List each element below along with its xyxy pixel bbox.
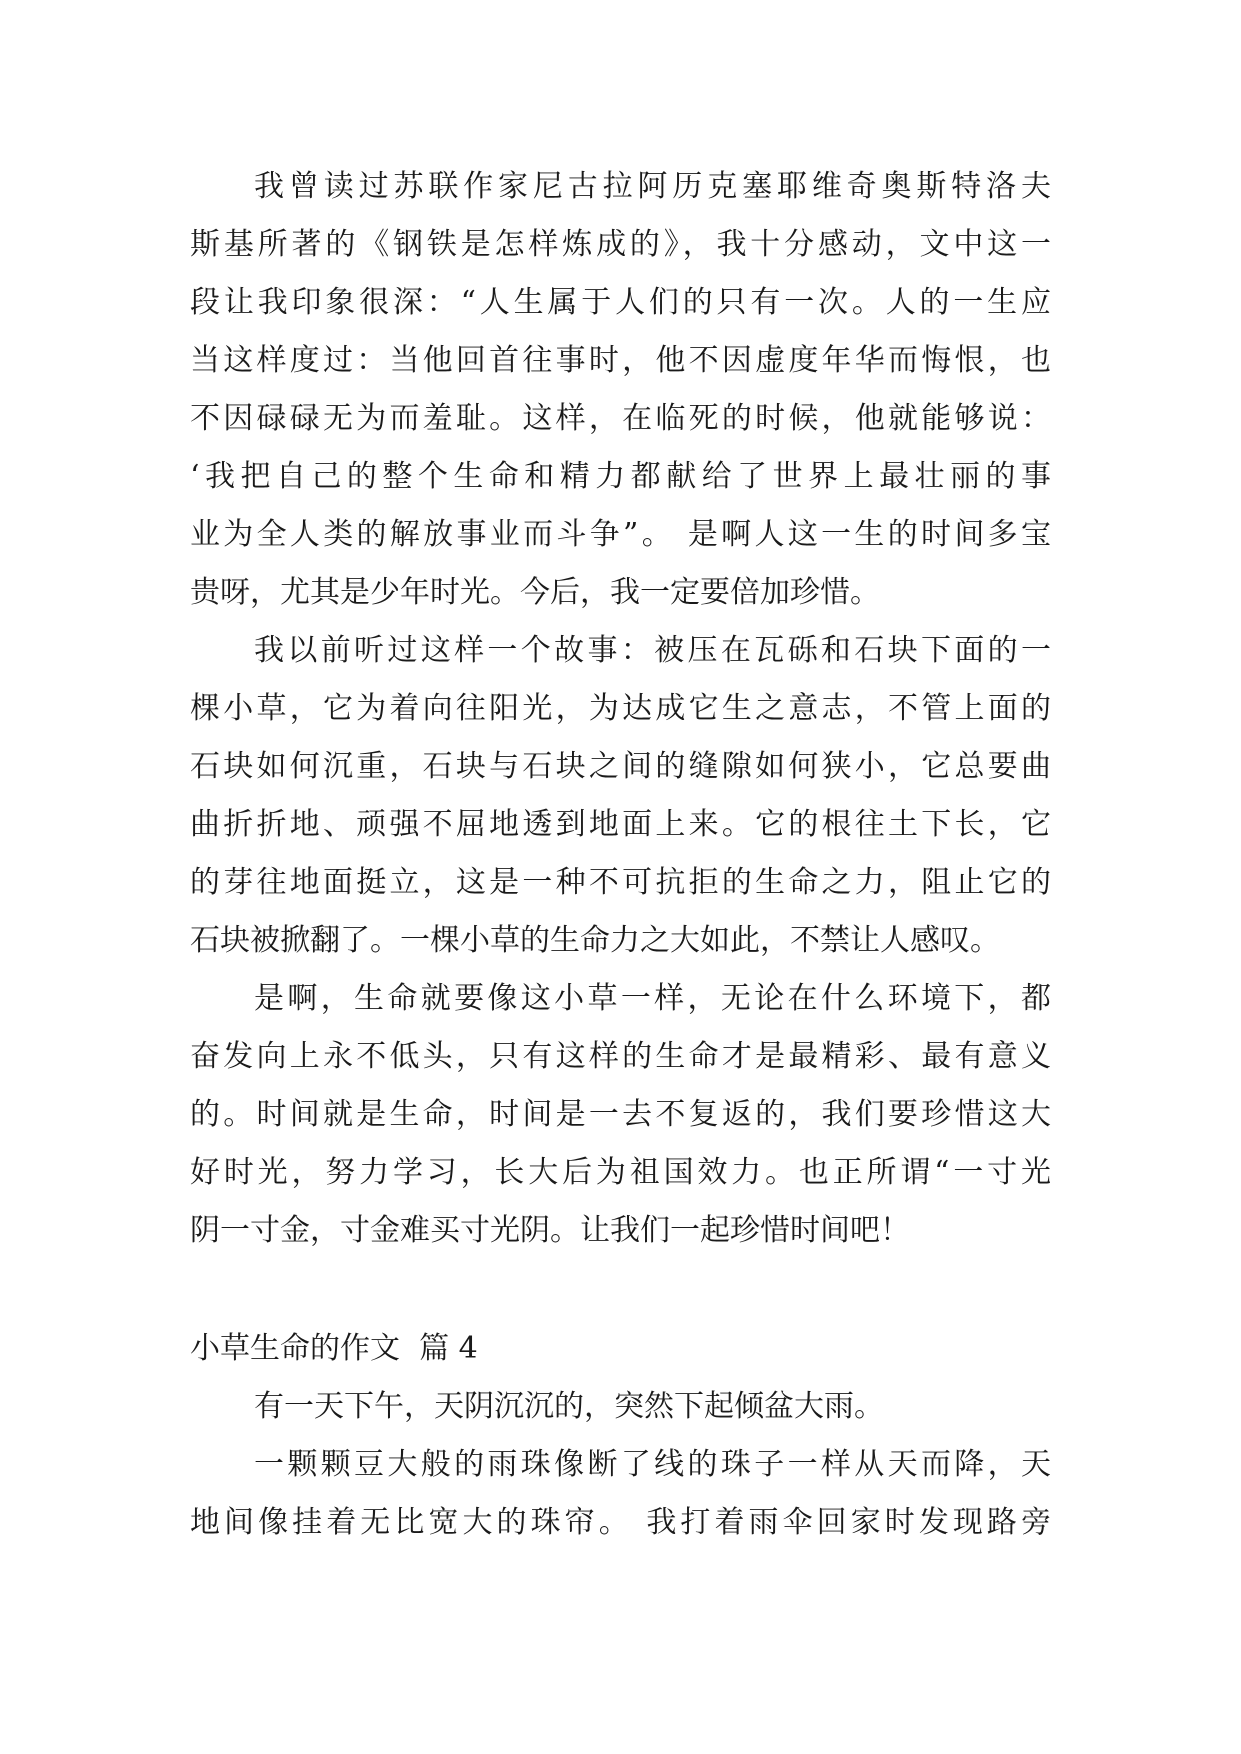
paragraph-line: ‘我把自己的整个生命和精力都献给了世界上最壮丽的事 bbox=[190, 459, 1051, 494]
paragraph-line: 阴一寸金，寸金难买寸光阴。让我们一起珍惜时间吧！ bbox=[190, 1213, 910, 1248]
paragraph-line: 段让我印象很深：“人生属于人们的只有一次。人的一生应 bbox=[190, 285, 1051, 320]
paragraph-line: 当这样度过：当他回首往事时，他不因虚度年华而悔恨，也 bbox=[190, 343, 1051, 378]
paragraph-line: 我曾读过苏联作家尼古拉阿历克塞耶维奇奥斯特洛夫 bbox=[254, 169, 1051, 204]
paragraph-line: 的芽往地面挺立，这是一种不可抗拒的生命之力，阻止它的 bbox=[190, 865, 1051, 900]
paragraph-line: 奋发向上永不低头，只有这样的生命才是最精彩、最有意义 bbox=[190, 1039, 1051, 1074]
paragraph-line: 业为全人类的解放事业而斗争”。 是啊人这一生的时间多宝 bbox=[190, 517, 1051, 552]
paragraph-line: 我以前听过这样一个故事：被压在瓦砾和石块下面的一 bbox=[254, 633, 1051, 668]
section-spacer bbox=[190, 1260, 1051, 1320]
paragraph-line: 一颗颗豆大般的雨珠像断了线的珠子一样从天而降，天 bbox=[254, 1447, 1051, 1482]
paragraph-line: 好时光，努力学习，长大后为祖国效力。也正所谓“一寸光 bbox=[190, 1155, 1051, 1190]
paragraph-line: 斯基所著的《钢铁是怎样炼成的》，我十分感动，文中这一 bbox=[190, 227, 1051, 262]
paragraph-line: 石块被掀翻了。一棵小草的生命力之大如此，不禁让人感叹。 bbox=[190, 923, 1000, 958]
paragraph bbox=[190, 1436, 1051, 1552]
paragraph-line: 的。时间就是生命，时间是一去不复返的，我们要珍惜这大 bbox=[190, 1097, 1051, 1132]
paragraph-line: 石块如何沉重，石块与石块之间的缝隙如何狭小，它总要曲 bbox=[190, 749, 1051, 784]
paragraph-line: 有一天下午，天阴沉沉的，突然下起倾盆大雨。 bbox=[254, 1389, 884, 1424]
paragraph-line: 地间像挂着无比宽大的珠帘。 我打着雨伞回家时发现路旁 bbox=[190, 1505, 1051, 1540]
paragraph-line: 不因碌碌无为而羞耻。这样，在临死的时候，他就能够说： bbox=[190, 401, 1051, 436]
section-heading: 小草生命的作文 篇 4 bbox=[190, 1331, 478, 1366]
paragraph bbox=[190, 622, 1051, 970]
paragraph-line: 棵小草，它为着向往阳光，为达成它生之意志，不管上面的 bbox=[190, 691, 1051, 726]
paragraph-line: 贵呀，尤其是少年时光。今后，我一定要倍加珍惜。 bbox=[190, 575, 880, 610]
paragraph bbox=[190, 970, 1051, 1260]
paragraph-line: 是啊，生命就要像这小草一样，无论在什么环境下，都 bbox=[254, 981, 1051, 1016]
paragraph-line: 曲折折地、顽强不屈地透到地面上来。它的根往土下长，它 bbox=[190, 807, 1051, 842]
paragraph bbox=[190, 1378, 1051, 1436]
paragraph bbox=[190, 158, 1051, 622]
document-body bbox=[190, 158, 1051, 1552]
